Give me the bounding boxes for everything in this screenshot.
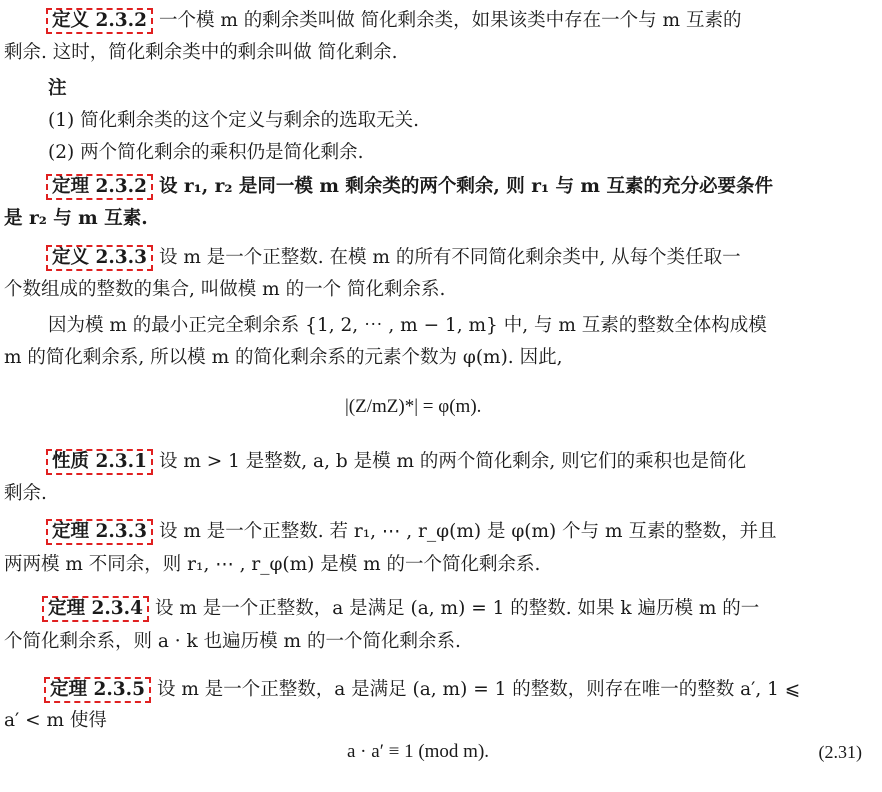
theorem-2-3-4-line2: 个简化剩余系，则 a · k 也遍历模 m 的一个简化剩余系. [4, 631, 461, 652]
theorem-2-3-4-line1 [42, 596, 759, 622]
theorem-text: 设 r₁, r₂ 是同一模 m 剩余类的两个剩余, 则 r₁ 与 m 互素的充分必要条件 [158, 176, 773, 197]
theorem-2-3-5-line2: a′ < m 使得 [4, 710, 107, 731]
theorem-2-3-3-line2: 两两模 m 不同余，则 r₁, ⋯ , r_φ(m) 是模 m 的一个简化剩余系. [4, 554, 541, 575]
property-text: 设 m > 1 是整数, a, b 是模 m 的两个简化剩余, 则它们的乘积也是简化 [158, 451, 747, 472]
equation-number: (2.31) [818, 742, 862, 762]
definition-text: 设 m 是一个正整数. 在模 m 的所有不同简化剩余类中, 从每个类任取一 [158, 247, 741, 268]
definition-label: 定义 2.3.2 [46, 8, 153, 34]
theorem-2-3-3-line1 [46, 519, 776, 545]
theorem-text: 设 m 是一个正整数，a 是满足 (a, m) = 1 的整数. 如果 k 遍历模 m 的一 [154, 598, 760, 619]
theorem-2-3-5-line1 [44, 677, 800, 703]
definition-2-3-3-line1 [46, 245, 741, 271]
property-label: 性质 2.3.1 [46, 449, 153, 475]
theorem-2-3-2-line2: 是 r₂ 与 m 互素. [4, 208, 148, 229]
theorem-label: 定理 2.3.5 [44, 677, 151, 703]
paragraph-line2: m 的简化剩余系, 所以模 m 的简化剩余系的元素个数为 φ(m). 因此, [4, 347, 563, 368]
theorem-label: 定理 2.3.3 [46, 519, 153, 545]
property-2-3-1-line1 [46, 449, 746, 475]
definition-label: 定义 2.3.3 [46, 245, 153, 271]
theorem-text: 设 m 是一个正整数. 若 r₁, ⋯ , r_φ(m) 是 φ(m) 个与 m 互素的整数，并且 [158, 521, 777, 542]
definition-2-3-3-line2: 个数组成的整数的集合, 叫做模 m 的一个 简化剩余系. [4, 279, 446, 300]
property-2-3-1-line2: 剩余. [4, 483, 47, 504]
note-title: 注 [48, 78, 67, 99]
theorem-2-3-2-line1 [46, 174, 773, 200]
definition-2-3-2-line1 [46, 8, 741, 34]
note-item-1: (1) 简化剩余类的这个定义与剩余的选取无关. [48, 110, 419, 131]
equation-unit-group-order: |(Z/mZ)*| = φ(m). [345, 396, 482, 417]
theorem-label: 定理 2.3.4 [42, 596, 149, 622]
theorem-text: 设 m 是一个正整数，a 是满足 (a, m) = 1 的整数，则存在唯一的整数 a′, 1 ⩽ [156, 679, 801, 700]
definition-2-3-2-line2: 剩余. 这时，简化剩余类中的剩余叫做 简化剩余. [4, 42, 398, 63]
theorem-label: 定理 2.3.2 [46, 174, 153, 200]
equation-inverse: a · a′ ≡ 1 (mod m). [347, 741, 490, 762]
definition-text: 一个模 m 的剩余类叫做 简化剩余类，如果该类中存在一个与 m 互素的 [158, 10, 742, 31]
paragraph-line1: 因为模 m 的最小正完全剩余系 {1, 2, ⋯ , m − 1, m} 中, 与 m 互素的整数全体构成模 [48, 315, 767, 336]
note-item-2: (2) 两个简化剩余的乘积仍是简化剩余. [48, 142, 364, 163]
